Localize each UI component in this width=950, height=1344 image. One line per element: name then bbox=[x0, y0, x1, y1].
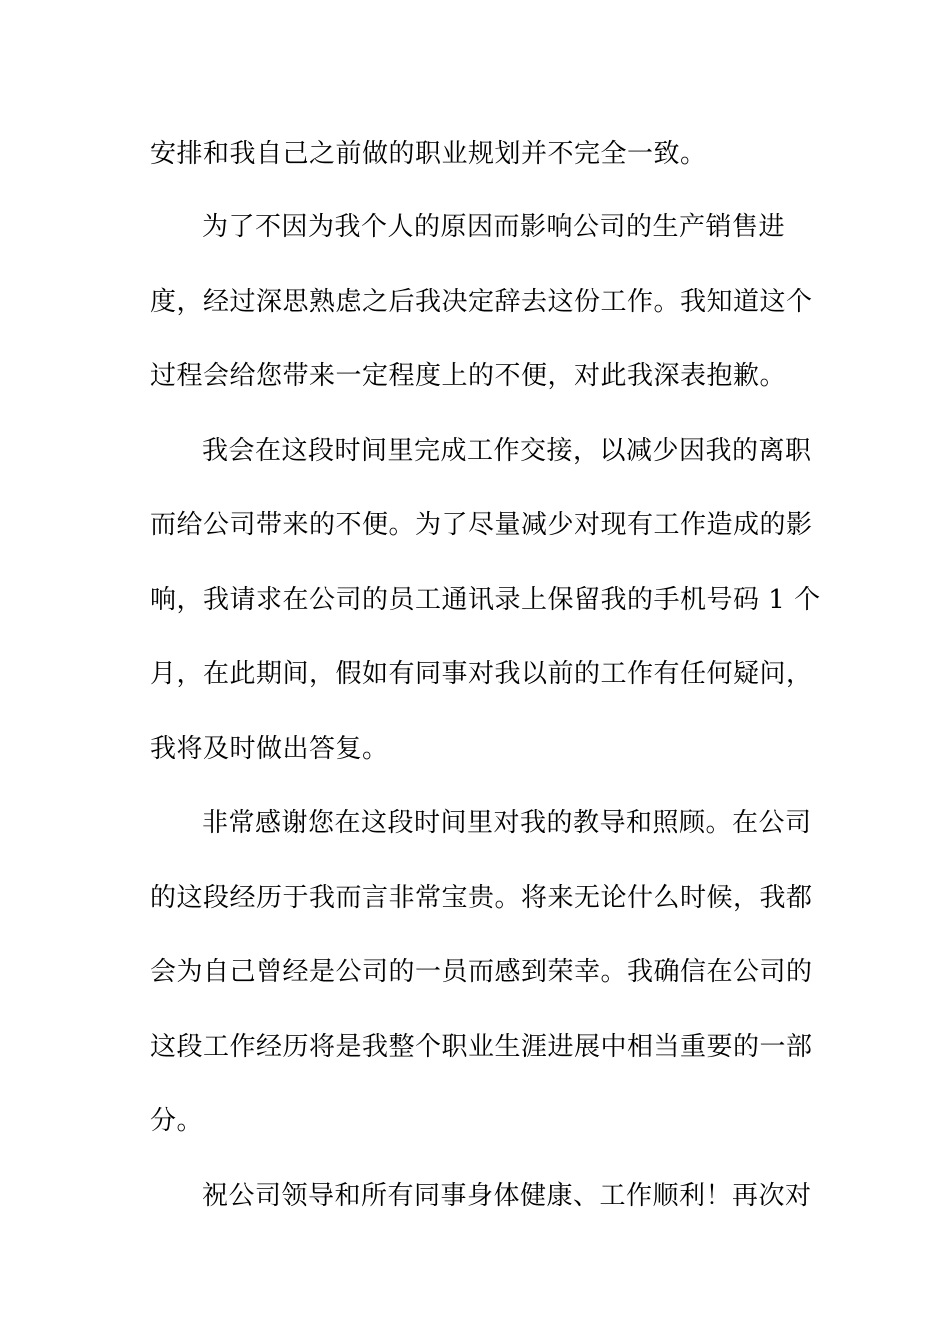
text-line: 我将及时做出答复。 bbox=[150, 734, 389, 764]
paragraph-first-line: 祝公司领导和所有同事身体健康、工作顺利！再次对 bbox=[202, 1181, 812, 1211]
text-line: 响，我请求在公司的员工通讯录上保留我的手机号码 1 个 bbox=[150, 585, 821, 615]
paragraph-first-line: 非常感谢您在这段时间里对我的教导和照顾。在公司 bbox=[202, 808, 812, 838]
text-line: 会为自己曾经是公司的一员而感到荣幸。我确信在公司的 bbox=[150, 957, 813, 987]
text-line: 度，经过深思熟虑之后我决定辞去这份工作。我知道这个 bbox=[150, 287, 813, 317]
text-line: 安排和我自己之前做的职业规划并不完全一致。 bbox=[150, 139, 707, 169]
text-line: 的这段经历于我而言非常宝贵。将来无论什么时候，我都 bbox=[150, 883, 813, 913]
text-line: 月，在此期间，假如有同事对我以前的工作有任何疑问， bbox=[150, 659, 813, 689]
paragraph-first-line: 我会在这段时间里完成工作交接，以减少因我的离职 bbox=[202, 436, 812, 466]
text-line: 这段工作经历将是我整个职业生涯进展中相当重要的一部 bbox=[150, 1032, 813, 1062]
text-line: 而给公司带来的不便。为了尽量减少对现有工作造成的影 bbox=[150, 510, 813, 540]
text-line: 过程会给您带来一定程度上的不便，对此我深表抱歉。 bbox=[150, 361, 787, 391]
text-line: 分。 bbox=[150, 1106, 204, 1136]
paragraph-first-line: 为了不因为我个人的原因而影响公司的生产销售进 bbox=[202, 212, 786, 242]
